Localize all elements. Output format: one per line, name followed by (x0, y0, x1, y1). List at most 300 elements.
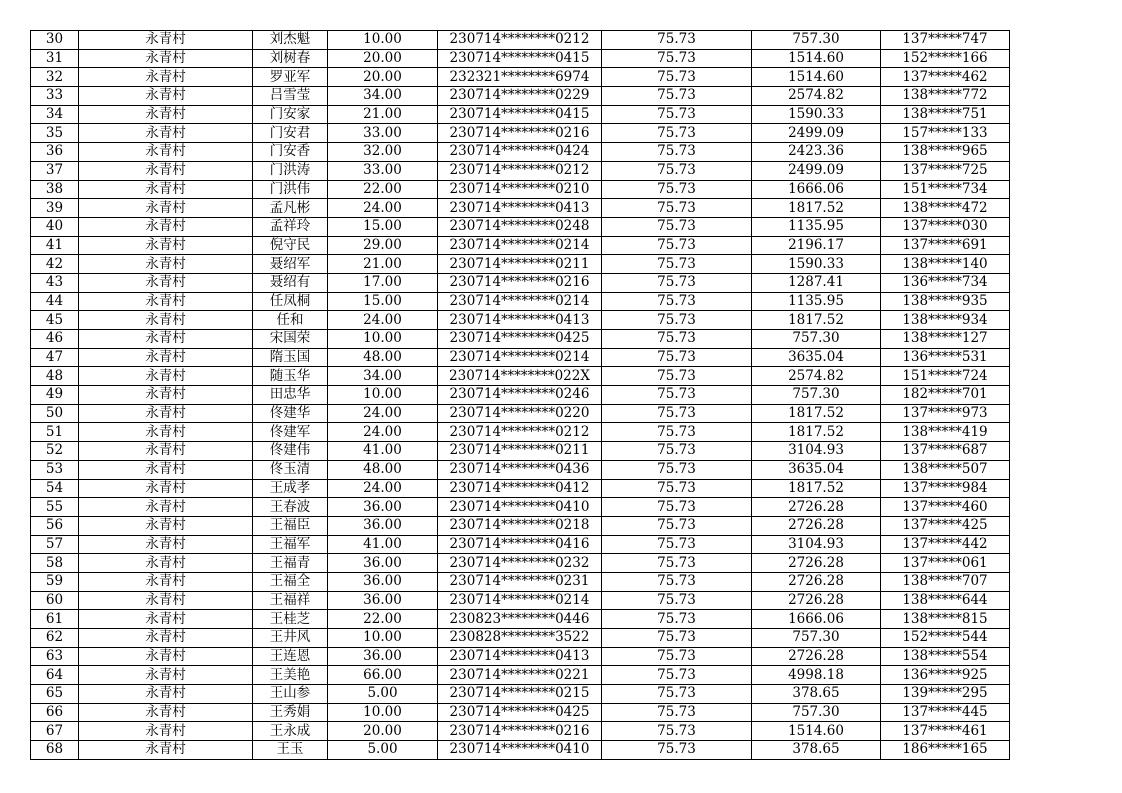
row-number-cell: 62 (31, 629, 79, 648)
name-cell: 佟建华 (253, 404, 328, 423)
table-row (31, 124, 1010, 143)
phone-cell: 138*****934 (881, 311, 1010, 330)
name-cell: 王福臣 (253, 516, 328, 535)
area-cell: 36.00 (328, 572, 438, 591)
village-cell: 永青村 (79, 105, 253, 124)
area-cell: 34.00 (328, 367, 438, 386)
unit-price-cell: 75.73 (602, 199, 752, 218)
name-cell: 门安家 (253, 105, 328, 124)
unit-price-cell: 75.73 (602, 236, 752, 255)
table-row (31, 217, 1010, 236)
name-cell: 任和 (253, 311, 328, 330)
unit-price-cell: 75.73 (602, 49, 752, 68)
phone-cell: 138*****644 (881, 591, 1010, 610)
amount-cell: 1590.33 (752, 255, 881, 274)
village-cell: 永青村 (79, 236, 253, 255)
id-number-cell: 230714********0216 (438, 273, 602, 292)
unit-price-cell: 75.73 (602, 703, 752, 722)
id-number-cell: 230714********0216 (438, 722, 602, 741)
id-number-cell: 230714********0211 (438, 442, 602, 461)
name-cell: 门安香 (253, 143, 328, 162)
name-cell: 佟建军 (253, 423, 328, 442)
name-cell: 王福祥 (253, 591, 328, 610)
table-row (31, 516, 1010, 535)
area-cell: 22.00 (328, 180, 438, 199)
village-cell: 永青村 (79, 255, 253, 274)
row-number-cell: 58 (31, 554, 79, 573)
village-cell: 永青村 (79, 180, 253, 199)
table-row (31, 498, 1010, 517)
area-cell: 29.00 (328, 236, 438, 255)
name-cell: 王桂芝 (253, 610, 328, 629)
table-row (31, 68, 1010, 87)
amount-cell: 1817.52 (752, 404, 881, 423)
area-cell: 48.00 (328, 460, 438, 479)
village-cell: 永青村 (79, 143, 253, 162)
amount-cell: 2499.09 (752, 124, 881, 143)
table-row (31, 87, 1010, 106)
unit-price-cell: 75.73 (602, 666, 752, 685)
village-cell: 永青村 (79, 217, 253, 236)
name-cell: 孟祥玲 (253, 217, 328, 236)
name-cell: 聂绍有 (253, 273, 328, 292)
table-row (31, 647, 1010, 666)
name-cell: 王成孝 (253, 479, 328, 498)
row-number-cell: 41 (31, 236, 79, 255)
amount-cell: 2726.28 (752, 498, 881, 517)
area-cell: 66.00 (328, 666, 438, 685)
row-number-cell: 30 (31, 31, 79, 50)
area-cell: 41.00 (328, 535, 438, 554)
amount-cell: 757.30 (752, 31, 881, 50)
unit-price-cell: 75.73 (602, 273, 752, 292)
unit-price-cell: 75.73 (602, 68, 752, 87)
table-row (31, 404, 1010, 423)
name-cell: 隋玉国 (253, 348, 328, 367)
row-number-cell: 33 (31, 87, 79, 106)
phone-cell: 138*****472 (881, 199, 1010, 218)
unit-price-cell: 75.73 (602, 255, 752, 274)
amount-cell: 2726.28 (752, 572, 881, 591)
unit-price-cell: 75.73 (602, 105, 752, 124)
id-number-cell: 230714********0214 (438, 236, 602, 255)
amount-cell: 1817.52 (752, 311, 881, 330)
amount-cell: 1817.52 (752, 199, 881, 218)
amount-cell: 378.65 (752, 741, 881, 760)
name-cell: 田忠华 (253, 386, 328, 405)
id-number-cell: 230714********0425 (438, 703, 602, 722)
name-cell: 刘树春 (253, 49, 328, 68)
unit-price-cell: 75.73 (602, 423, 752, 442)
id-number-cell: 230714********0231 (438, 572, 602, 591)
area-cell: 24.00 (328, 311, 438, 330)
village-cell: 永青村 (79, 292, 253, 311)
phone-cell: 186*****165 (881, 741, 1010, 760)
amount-cell: 1135.95 (752, 292, 881, 311)
phone-cell: 157*****133 (881, 124, 1010, 143)
village-cell: 永青村 (79, 516, 253, 535)
row-number-cell: 48 (31, 367, 79, 386)
phone-cell: 137*****984 (881, 479, 1010, 498)
unit-price-cell: 75.73 (602, 386, 752, 405)
id-number-cell: 230714********0214 (438, 348, 602, 367)
area-cell: 20.00 (328, 49, 438, 68)
phone-cell: 138*****751 (881, 105, 1010, 124)
village-cell: 永青村 (79, 68, 253, 87)
phone-cell: 137*****061 (881, 554, 1010, 573)
village-cell: 永青村 (79, 311, 253, 330)
name-cell: 王福军 (253, 535, 328, 554)
id-number-cell: 230714********0413 (438, 311, 602, 330)
village-cell: 永青村 (79, 572, 253, 591)
amount-cell: 757.30 (752, 330, 881, 349)
row-number-cell: 55 (31, 498, 79, 517)
table-row (31, 348, 1010, 367)
phone-cell: 136*****531 (881, 348, 1010, 367)
unit-price-cell: 75.73 (602, 442, 752, 461)
table-row (31, 685, 1010, 704)
village-cell: 永青村 (79, 348, 253, 367)
area-cell: 24.00 (328, 404, 438, 423)
table-row (31, 442, 1010, 461)
id-number-cell: 230823********0446 (438, 610, 602, 629)
amount-cell: 2726.28 (752, 554, 881, 573)
unit-price-cell: 75.73 (602, 460, 752, 479)
village-cell: 永青村 (79, 703, 253, 722)
row-number-cell: 59 (31, 572, 79, 591)
area-cell: 17.00 (328, 273, 438, 292)
row-number-cell: 46 (31, 330, 79, 349)
amount-cell: 3104.93 (752, 535, 881, 554)
phone-cell: 137*****425 (881, 516, 1010, 535)
name-cell: 王玉 (253, 741, 328, 760)
table-row (31, 741, 1010, 760)
village-cell: 永青村 (79, 87, 253, 106)
unit-price-cell: 75.73 (602, 535, 752, 554)
amount-cell: 1287.41 (752, 273, 881, 292)
id-number-cell: 230714********0210 (438, 180, 602, 199)
table-row (31, 31, 1010, 50)
id-number-cell: 230714********0212 (438, 161, 602, 180)
row-number-cell: 39 (31, 199, 79, 218)
area-cell: 41.00 (328, 442, 438, 461)
name-cell: 王春波 (253, 498, 328, 517)
unit-price-cell: 75.73 (602, 404, 752, 423)
table-row (31, 367, 1010, 386)
table-row (31, 535, 1010, 554)
area-cell: 36.00 (328, 516, 438, 535)
unit-price-cell: 75.73 (602, 161, 752, 180)
table-row (31, 180, 1010, 199)
phone-cell: 136*****734 (881, 273, 1010, 292)
amount-cell: 4998.18 (752, 666, 881, 685)
phone-cell: 138*****935 (881, 292, 1010, 311)
table-row (31, 591, 1010, 610)
phone-cell: 152*****544 (881, 629, 1010, 648)
amount-cell: 3635.04 (752, 348, 881, 367)
row-number-cell: 64 (31, 666, 79, 685)
area-cell: 22.00 (328, 610, 438, 629)
row-number-cell: 42 (31, 255, 79, 274)
unit-price-cell: 75.73 (602, 479, 752, 498)
unit-price-cell: 75.73 (602, 572, 752, 591)
id-number-cell: 230714********0221 (438, 666, 602, 685)
area-cell: 36.00 (328, 647, 438, 666)
phone-cell: 182*****701 (881, 386, 1010, 405)
id-number-cell: 230714********0416 (438, 535, 602, 554)
table-row (31, 236, 1010, 255)
unit-price-cell: 75.73 (602, 610, 752, 629)
id-number-cell: 230714********0214 (438, 591, 602, 610)
id-number-cell: 230714********0212 (438, 423, 602, 442)
row-number-cell: 47 (31, 348, 79, 367)
table-row (31, 666, 1010, 685)
table-row (31, 423, 1010, 442)
village-cell: 永青村 (79, 685, 253, 704)
row-number-cell: 66 (31, 703, 79, 722)
village-cell: 永青村 (79, 404, 253, 423)
area-cell: 15.00 (328, 217, 438, 236)
unit-price-cell: 75.73 (602, 311, 752, 330)
row-number-cell: 44 (31, 292, 79, 311)
phone-cell: 137*****462 (881, 68, 1010, 87)
village-cell: 永青村 (79, 610, 253, 629)
unit-price-cell: 75.73 (602, 722, 752, 741)
amount-cell: 1817.52 (752, 423, 881, 442)
table-row (31, 722, 1010, 741)
unit-price-cell: 75.73 (602, 498, 752, 517)
amount-cell: 1666.06 (752, 180, 881, 199)
phone-cell: 138*****127 (881, 330, 1010, 349)
table-row (31, 610, 1010, 629)
name-cell: 王福青 (253, 554, 328, 573)
phone-cell: 137*****442 (881, 535, 1010, 554)
name-cell: 罗亚军 (253, 68, 328, 87)
table-row (31, 629, 1010, 648)
village-cell: 永青村 (79, 722, 253, 741)
table-body (31, 31, 1010, 760)
unit-price-cell: 75.73 (602, 87, 752, 106)
row-number-cell: 49 (31, 386, 79, 405)
unit-price-cell: 75.73 (602, 330, 752, 349)
phone-cell: 138*****772 (881, 87, 1010, 106)
area-cell: 32.00 (328, 143, 438, 162)
name-cell: 王秀娟 (253, 703, 328, 722)
amount-cell: 757.30 (752, 703, 881, 722)
row-number-cell: 31 (31, 49, 79, 68)
phone-cell: 151*****724 (881, 367, 1010, 386)
amount-cell: 1135.95 (752, 217, 881, 236)
name-cell: 宋国荣 (253, 330, 328, 349)
unit-price-cell: 75.73 (602, 143, 752, 162)
area-cell: 33.00 (328, 161, 438, 180)
row-number-cell: 50 (31, 404, 79, 423)
village-cell: 永青村 (79, 591, 253, 610)
unit-price-cell: 75.73 (602, 31, 752, 50)
village-cell: 永青村 (79, 666, 253, 685)
id-number-cell: 230714********0212 (438, 31, 602, 50)
amount-cell: 1590.33 (752, 105, 881, 124)
amount-cell: 1817.52 (752, 479, 881, 498)
village-cell: 永青村 (79, 367, 253, 386)
name-cell: 佟建伟 (253, 442, 328, 461)
id-number-cell: 232321********6974 (438, 68, 602, 87)
table-row (31, 255, 1010, 274)
table-row (31, 199, 1010, 218)
phone-cell: 139*****295 (881, 685, 1010, 704)
unit-price-cell: 75.73 (602, 217, 752, 236)
phone-cell: 136*****925 (881, 666, 1010, 685)
name-cell: 王连恩 (253, 647, 328, 666)
table-row (31, 292, 1010, 311)
name-cell: 门洪涛 (253, 161, 328, 180)
phone-cell: 138*****507 (881, 460, 1010, 479)
amount-cell: 757.30 (752, 629, 881, 648)
row-number-cell: 40 (31, 217, 79, 236)
name-cell: 王美艳 (253, 666, 328, 685)
amount-cell: 2423.36 (752, 143, 881, 162)
row-number-cell: 54 (31, 479, 79, 498)
row-number-cell: 36 (31, 143, 79, 162)
id-number-cell: 230714********0220 (438, 404, 602, 423)
name-cell: 吕雪莹 (253, 87, 328, 106)
village-cell: 永青村 (79, 629, 253, 648)
row-number-cell: 67 (31, 722, 79, 741)
area-cell: 34.00 (328, 87, 438, 106)
unit-price-cell: 75.73 (602, 591, 752, 610)
village-cell: 永青村 (79, 498, 253, 517)
area-cell: 24.00 (328, 423, 438, 442)
id-number-cell: 230714********0412 (438, 479, 602, 498)
village-cell: 永青村 (79, 647, 253, 666)
id-number-cell: 230714********0211 (438, 255, 602, 274)
amount-cell: 1514.60 (752, 722, 881, 741)
area-cell: 10.00 (328, 330, 438, 349)
area-cell: 21.00 (328, 255, 438, 274)
phone-cell: 152*****166 (881, 49, 1010, 68)
id-number-cell: 230714********0436 (438, 460, 602, 479)
amount-cell: 2574.82 (752, 87, 881, 106)
id-number-cell: 230714********0415 (438, 105, 602, 124)
area-cell: 15.00 (328, 292, 438, 311)
phone-cell: 137*****445 (881, 703, 1010, 722)
table-row (31, 273, 1010, 292)
amount-cell: 1514.60 (752, 49, 881, 68)
phone-cell: 137*****030 (881, 217, 1010, 236)
row-number-cell: 57 (31, 535, 79, 554)
phone-cell: 138*****707 (881, 572, 1010, 591)
id-number-cell: 230714********0415 (438, 49, 602, 68)
phone-cell: 138*****419 (881, 423, 1010, 442)
amount-cell: 2196.17 (752, 236, 881, 255)
unit-price-cell: 75.73 (602, 647, 752, 666)
area-cell: 10.00 (328, 703, 438, 722)
name-cell: 门洪伟 (253, 180, 328, 199)
row-number-cell: 32 (31, 68, 79, 87)
table-row (31, 330, 1010, 349)
id-number-cell: 230714********0214 (438, 292, 602, 311)
area-cell: 33.00 (328, 124, 438, 143)
phone-cell: 138*****554 (881, 647, 1010, 666)
name-cell: 倪守民 (253, 236, 328, 255)
unit-price-cell: 75.73 (602, 180, 752, 199)
phone-cell: 151*****734 (881, 180, 1010, 199)
id-number-cell: 230714********0410 (438, 741, 602, 760)
phone-cell: 137*****691 (881, 236, 1010, 255)
phone-cell: 138*****140 (881, 255, 1010, 274)
amount-cell: 2726.28 (752, 647, 881, 666)
unit-price-cell: 75.73 (602, 292, 752, 311)
table-row (31, 143, 1010, 162)
village-cell: 永青村 (79, 124, 253, 143)
area-cell: 20.00 (328, 68, 438, 87)
village-cell: 永青村 (79, 554, 253, 573)
name-cell: 聂绍军 (253, 255, 328, 274)
id-number-cell: 230714********0425 (438, 330, 602, 349)
amount-cell: 2574.82 (752, 367, 881, 386)
village-cell: 永青村 (79, 442, 253, 461)
area-cell: 36.00 (328, 554, 438, 573)
unit-price-cell: 75.73 (602, 554, 752, 573)
amount-cell: 2726.28 (752, 516, 881, 535)
village-cell: 永青村 (79, 199, 253, 218)
id-number-cell: 230714********0229 (438, 87, 602, 106)
area-cell: 20.00 (328, 722, 438, 741)
unit-price-cell: 75.73 (602, 629, 752, 648)
phone-cell: 138*****815 (881, 610, 1010, 629)
area-cell: 10.00 (328, 386, 438, 405)
name-cell: 刘杰魁 (253, 31, 328, 50)
unit-price-cell: 75.73 (602, 124, 752, 143)
phone-cell: 137*****747 (881, 31, 1010, 50)
table-row (31, 554, 1010, 573)
village-cell: 永青村 (79, 330, 253, 349)
id-number-cell: 230714********0216 (438, 124, 602, 143)
village-cell: 永青村 (79, 535, 253, 554)
area-cell: 36.00 (328, 498, 438, 517)
village-cell: 永青村 (79, 161, 253, 180)
table-row (31, 572, 1010, 591)
table-row (31, 105, 1010, 124)
amount-cell: 757.30 (752, 386, 881, 405)
id-number-cell: 230714********0215 (438, 685, 602, 704)
phone-cell: 138*****965 (881, 143, 1010, 162)
village-cell: 永青村 (79, 273, 253, 292)
village-cell: 永青村 (79, 423, 253, 442)
name-cell: 佟玉清 (253, 460, 328, 479)
row-number-cell: 43 (31, 273, 79, 292)
table-row (31, 479, 1010, 498)
amount-cell: 3104.93 (752, 442, 881, 461)
table-row (31, 386, 1010, 405)
phone-cell: 137*****460 (881, 498, 1010, 517)
row-number-cell: 61 (31, 610, 79, 629)
unit-price-cell: 75.73 (602, 685, 752, 704)
area-cell: 24.00 (328, 199, 438, 218)
table-row (31, 49, 1010, 68)
id-number-cell: 230714********0248 (438, 217, 602, 236)
row-number-cell: 65 (31, 685, 79, 704)
amount-cell: 2726.28 (752, 591, 881, 610)
phone-cell: 137*****973 (881, 404, 1010, 423)
unit-price-cell: 75.73 (602, 516, 752, 535)
id-number-cell: 230714********0232 (438, 554, 602, 573)
area-cell: 5.00 (328, 685, 438, 704)
row-number-cell: 35 (31, 124, 79, 143)
id-number-cell: 230714********0424 (438, 143, 602, 162)
row-number-cell: 60 (31, 591, 79, 610)
table-row (31, 460, 1010, 479)
